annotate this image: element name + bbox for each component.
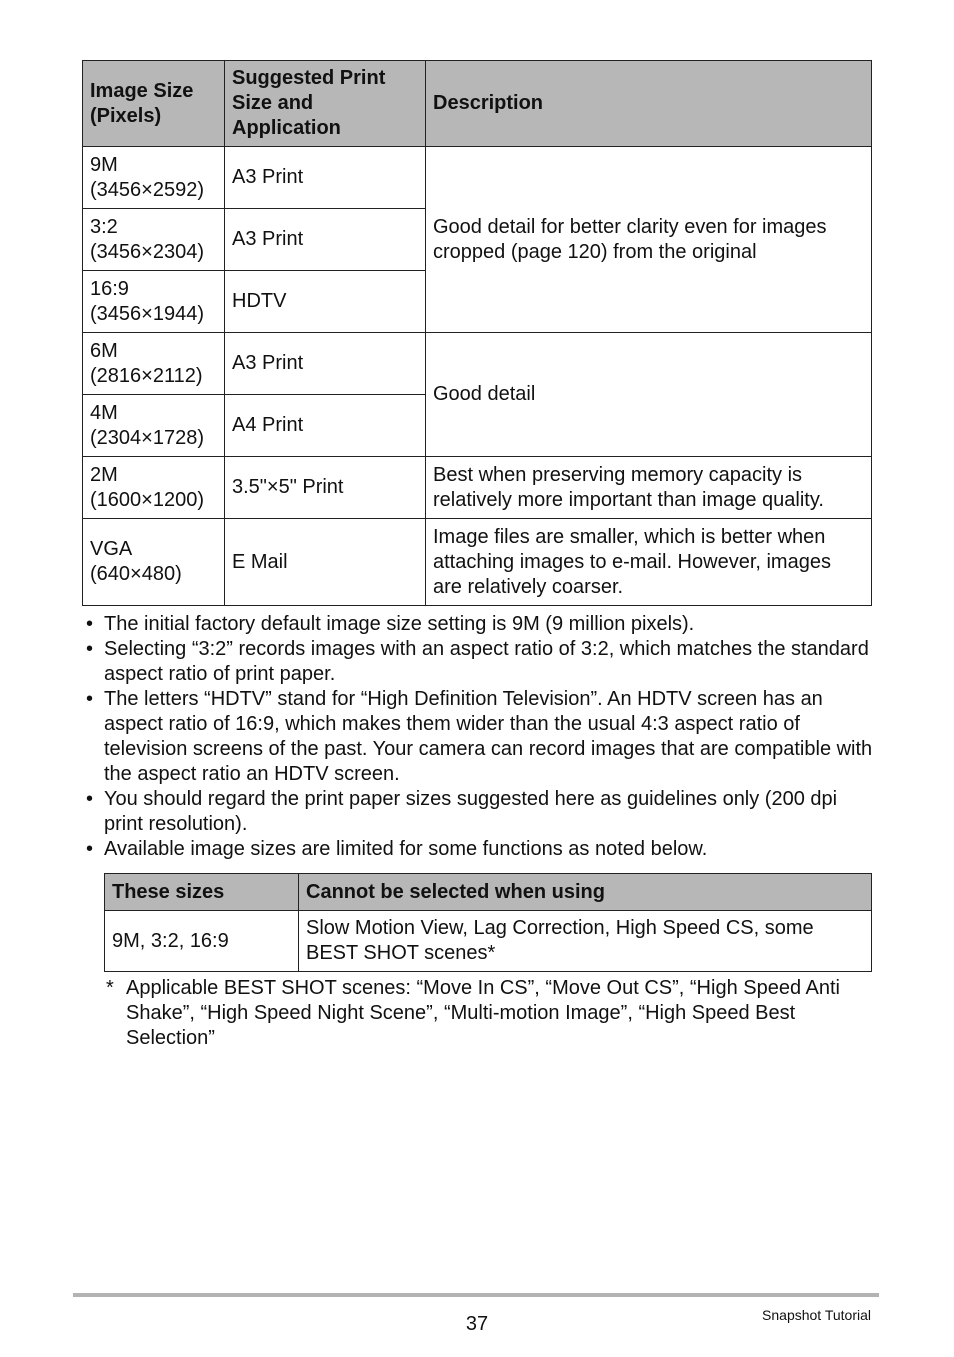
table-row xyxy=(83,333,872,395)
table-row xyxy=(83,519,872,606)
header-cannot-select: Cannot be selected when using xyxy=(299,874,872,911)
cell-image-size: 2M (1600×1200) xyxy=(83,457,225,519)
cell-sizes: 9M, 3:2, 16:9 xyxy=(105,911,299,972)
cell-functions: Slow Motion View, Lag Correction, High Speed CS, some BEST SHOT scenes* xyxy=(299,911,872,972)
note-text: The letters “HDTV” stand for “High Definition Television”. An HDTV screen has an aspect ratio of 16:9, which makes them wider than the usual 4:3 aspect ratio of television screens of the past. Your camera can record images that are compatible with the aspect ratio an HDTV screen. xyxy=(104,688,873,785)
cell-print-size: A4 Print xyxy=(225,395,426,457)
cell-image-size: 3:2 (3456×2304) xyxy=(83,209,225,271)
cell-print-size: A3 Print xyxy=(225,333,426,395)
footnote-text: Applicable BEST SHOT scenes: “Move In CS”, “Move Out CS”, “High Speed Anti Shake”, “High Speed Night Scene”, “Multi-motion Image”, “High Speed Best Selection” xyxy=(126,977,840,1049)
list-item xyxy=(86,612,876,637)
cell-description: Good detail xyxy=(426,333,872,457)
table-header-row xyxy=(83,61,872,147)
list-item xyxy=(86,687,876,787)
cell-image-size: VGA (640×480) xyxy=(83,519,225,606)
note-text: Available image sizes are limited for some functions as noted below. xyxy=(104,838,708,860)
table-header-row xyxy=(105,874,872,911)
bullet-icon: • xyxy=(86,613,94,635)
cell-print-size: 3.5"×5" Print xyxy=(225,457,426,519)
cell-image-size: 6M (2816×2112) xyxy=(83,333,225,395)
cell-image-size: 16:9 (3456×1944) xyxy=(83,271,225,333)
table-row xyxy=(83,457,872,519)
cell-image-size: 4M (2304×1728) xyxy=(83,395,225,457)
footnote xyxy=(106,976,872,1051)
bullet-icon: • xyxy=(86,838,94,860)
list-item xyxy=(86,637,876,687)
header-description: Description xyxy=(426,61,872,147)
cell-description: Good detail for better clarity even for images cropped (page 120) from the original xyxy=(426,147,872,333)
note-text: Selecting “3:2” records images with an aspect ratio of 3:2, which matches the standard aspect ratio of print paper. xyxy=(104,638,869,685)
cell-description: Image files are smaller, which is better when attaching images to e-mail. However, images are relatively coarser. xyxy=(426,519,872,606)
bullet-icon: • xyxy=(86,688,94,710)
header-print-size: Suggested Print Size and Application xyxy=(225,61,426,147)
note-text: You should regard the print paper sizes suggested here as guidelines only (200 dpi print resolution). xyxy=(104,788,838,835)
cell-image-size: 9M (3456×2592) xyxy=(83,147,225,209)
notes-list xyxy=(86,612,876,862)
list-item xyxy=(86,787,876,837)
cell-print-size: A3 Print xyxy=(225,209,426,271)
cell-print-size: E Mail xyxy=(225,519,426,606)
section-title: Snapshot Tutorial xyxy=(762,1307,871,1323)
image-size-table xyxy=(82,60,872,606)
note-text: The initial factory default image size setting is 9M (9 million pixels). xyxy=(104,613,695,635)
footer-divider xyxy=(73,1293,879,1297)
header-these-sizes: These sizes xyxy=(105,874,299,911)
bullet-icon: • xyxy=(86,788,94,810)
cell-print-size: HDTV xyxy=(225,271,426,333)
size-restriction-table xyxy=(104,873,872,972)
bullet-icon: • xyxy=(86,638,94,660)
page-number: 37 xyxy=(465,1313,489,1335)
table-row xyxy=(105,911,872,972)
asterisk-icon: * xyxy=(106,977,114,999)
cell-print-size: A3 Print xyxy=(225,147,426,209)
list-item xyxy=(86,837,876,862)
cell-description: Best when preserving memory capacity is relatively more important than image quality. xyxy=(426,457,872,519)
header-image-size: Image Size (Pixels) xyxy=(83,61,225,147)
table-row xyxy=(83,147,872,209)
